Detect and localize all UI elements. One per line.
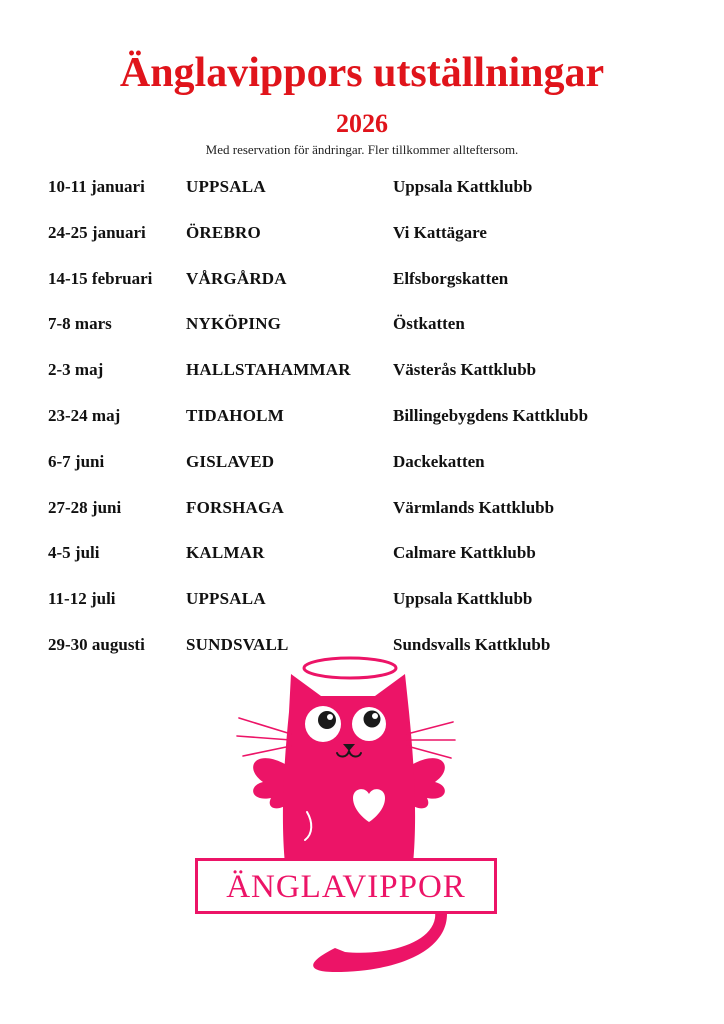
show-date: 14-15 februari: [48, 268, 153, 288]
show-city: GISLAVED: [186, 451, 275, 471]
show-club: Östkatten: [393, 314, 465, 334]
show-club: Uppsala Kattklubb: [393, 177, 533, 196]
show-date: 27-28 juni: [48, 497, 122, 517]
show-city: SUNDSVALL: [186, 634, 289, 654]
schedule-row: [48, 588, 688, 634]
show-club: Vi Kattägare: [393, 222, 487, 242]
show-date: 4-5 juli: [48, 543, 100, 563]
show-club: Västerås Kattklubb: [393, 360, 537, 380]
show-club: Uppsala Kattklubb: [393, 589, 533, 609]
schedule-row: [48, 268, 688, 314]
show-city: TIDAHOLM: [186, 405, 284, 425]
show-city: KALMAR: [186, 543, 265, 563]
show-date: 2-3 maj: [48, 360, 104, 380]
year-heading: 2026: [336, 109, 388, 138]
schedule-row: [48, 313, 688, 359]
show-club: Värmlands Kattklubb: [393, 497, 555, 517]
show-date: 11-12 juli: [48, 589, 116, 609]
show-date: 23-24 maj: [48, 405, 121, 425]
schedule-row: [48, 176, 688, 222]
schedule-row: [48, 497, 688, 543]
show-city: UPPSALA: [186, 589, 266, 609]
show-club: Billingebygdens Kattklubb: [393, 405, 589, 425]
show-club: Elfsborgskatten: [393, 268, 509, 288]
show-city: UPPSALA: [186, 177, 266, 196]
show-club: Sundsvalls Kattklubb: [393, 634, 551, 654]
show-schedule: [48, 176, 688, 680]
logo-wordmark: ÄNGLAVIPPOR: [195, 858, 497, 914]
page-title: Änglavippors utställningar: [119, 50, 605, 96]
show-date: 10-11 januari: [48, 177, 145, 196]
schedule-row: [48, 542, 688, 588]
show-date: 29-30 augusti: [48, 634, 145, 654]
show-date: 6-7 juni: [48, 451, 105, 471]
show-club: Dackekatten: [393, 451, 485, 471]
show-date: 24-25 januari: [48, 222, 146, 242]
show-club: Calmare Kattklubb: [393, 543, 536, 563]
show-city: VÅRGÅRDA: [186, 268, 287, 288]
schedule-row: [48, 222, 688, 268]
angel-cat-icon: [185, 652, 515, 982]
show-city: ÖREBRO: [186, 222, 261, 242]
show-city: HALLSTAHAMMAR: [186, 360, 351, 380]
show-city: FORSHAGA: [186, 497, 284, 517]
schedule-row: [48, 451, 688, 497]
schedule-row: [48, 359, 688, 405]
show-city: NYKÖPING: [186, 314, 282, 334]
schedule-row: [48, 405, 688, 451]
reservation-note: Med reservation för ändringar. Fler tillkommer allteftersom.: [205, 142, 519, 157]
show-date: 7-8 mars: [48, 314, 112, 334]
